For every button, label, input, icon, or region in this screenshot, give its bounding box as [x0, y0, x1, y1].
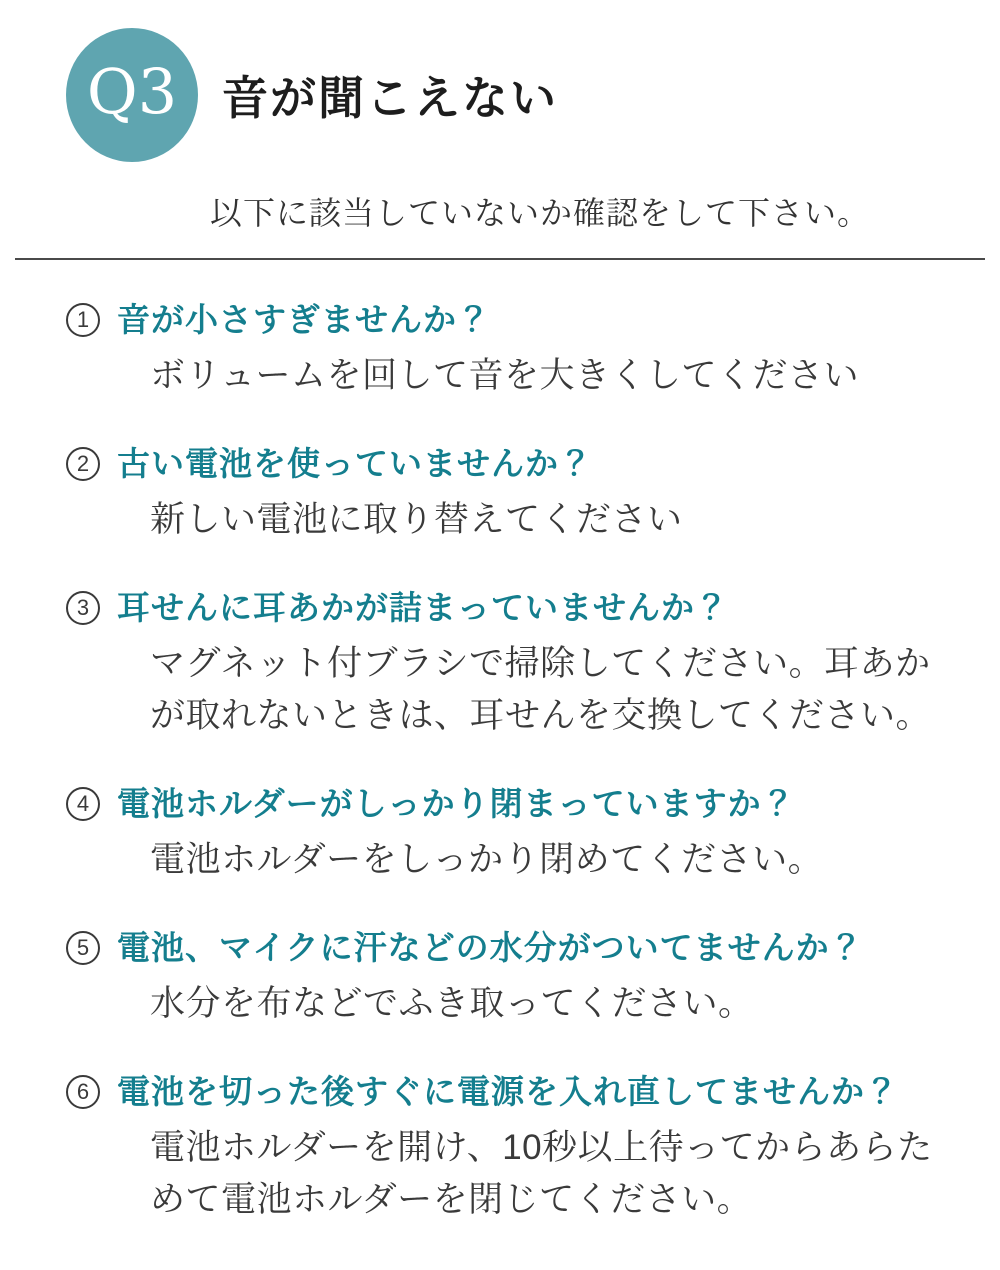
item-number: 2 [76, 451, 90, 476]
faq-item-4 [66, 782, 960, 886]
item-number-badge [66, 787, 100, 821]
item-number: 6 [76, 1079, 90, 1104]
question-number-label: Q3 [86, 55, 178, 128]
page-subtitle: 以下に該当していないか確認をして下さい。 [210, 195, 871, 231]
page-header [0, 0, 1000, 162]
faq-list [0, 260, 1000, 1226]
item-head [66, 586, 960, 630]
item-number-badge [66, 591, 100, 625]
item-head [66, 1070, 960, 1114]
item-number: 4 [76, 791, 90, 816]
faq-item-6 [66, 1070, 960, 1226]
item-body: 電池ホルダーを開け、10秒以上待ってからあらためて電池ホルダーを閉じてください。 [150, 1128, 933, 1219]
item-heading: 古い電池を使っていませんか？ [117, 445, 593, 482]
item-number-badge [66, 1075, 100, 1109]
item-body: ボリュームを回して音を大きくしてください [150, 356, 859, 395]
item-heading: 電池を切った後すぐに電源を入れ直してませんか？ [117, 1073, 899, 1110]
item-head [66, 926, 960, 970]
item-heading: 電池、マイクに汗などの水分がついてませんか？ [117, 929, 864, 966]
item-number-badge [66, 447, 100, 481]
item-head [66, 442, 960, 486]
item-body: マグネット付ブラシで掃除してください。耳あかが取れないときは、耳せんを交換してください。 [150, 644, 932, 735]
item-heading: 耳せんに耳あかが詰まっていませんか？ [117, 589, 729, 626]
faq-item-1 [66, 298, 960, 402]
item-number-badge [66, 303, 100, 337]
item-heading: 電池ホルダーがしっかり閉まっていますか？ [117, 785, 796, 822]
item-body: 新しい電池に取り替えてください [150, 500, 683, 539]
item-number: 3 [76, 595, 90, 620]
item-head [66, 782, 960, 826]
question-number-badge [66, 28, 198, 162]
item-number: 1 [76, 307, 90, 332]
faq-item-3 [66, 586, 960, 742]
item-number-badge [66, 931, 100, 965]
item-number: 5 [76, 935, 90, 960]
item-heading: 音が小さすぎませんか？ [117, 301, 491, 338]
faq-item-5 [66, 926, 960, 1030]
item-body: 電池ホルダーをしっかり閉めてください。 [150, 840, 824, 879]
item-head [66, 298, 960, 342]
item-body: 水分を布などでふき取ってください。 [150, 984, 754, 1023]
page-title: 音が聞こえない [222, 72, 558, 124]
faq-item-2 [66, 442, 960, 546]
